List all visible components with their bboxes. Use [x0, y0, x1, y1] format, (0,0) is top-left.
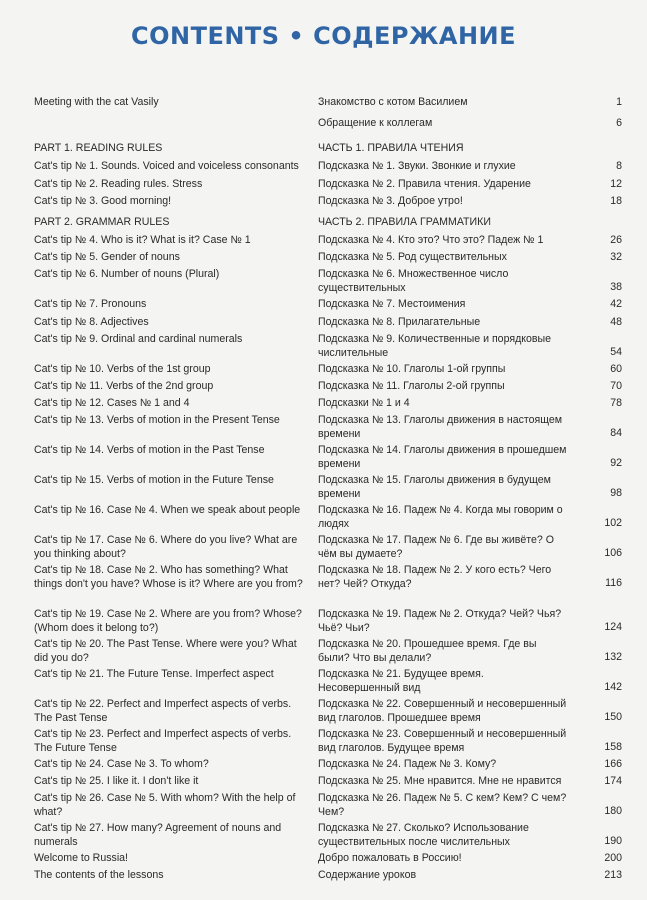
entry-english: Cat's tip № 7. Pronouns [34, 298, 147, 310]
entry-english: Cat's tip № 21. The Future Tense. Imperfect aspect [34, 668, 274, 680]
entry-page-number: 102 [604, 517, 622, 529]
entry-page-number: 158 [604, 741, 622, 753]
entry-russian: Обращение к коллегам [318, 117, 433, 129]
entry-russian: Подсказка № 21. Будущее время. Несовершенный вид [318, 668, 484, 694]
entry-page-number: 26 [610, 234, 622, 246]
entry-english: Cat's tip № 26. Case № 5. With whom? With the help of what? [34, 792, 296, 818]
entry-english: Cat's tip № 22. Perfect and Imperfect aspects of verbs. The Past Tense [34, 698, 292, 724]
entry-russian: Подсказка № 7. Местоимения [318, 298, 466, 310]
entry-russian: Подсказка № 15. Глаголы движения в будущем времени [318, 474, 551, 500]
entry-russian: Подсказка № 8. Прилагательные [318, 316, 481, 328]
entry-english: PART 1. READING RULES [34, 142, 163, 154]
entry-page-number: 200 [604, 852, 622, 864]
entry-page-number: 6 [616, 117, 622, 129]
entry-english: Cat's tip № 5. Gender of nouns [34, 251, 180, 263]
entry-russian: Знакомство с котом Василием [318, 96, 468, 108]
entry-russian: Подсказка № 2. Правила чтения. Ударение [318, 178, 531, 190]
entry-page-number: 180 [604, 805, 622, 817]
entry-russian: Подсказка № 26. Падеж № 5. С кем? Кем? С чем? Чем? [318, 792, 567, 818]
entry-page-number: 106 [604, 547, 622, 559]
entry-russian: Подсказка № 6. Множественное число существительных [318, 268, 509, 294]
entry-russian: Подсказка № 9. Количественные и порядковые числительные [318, 333, 552, 359]
entry-russian: Подсказка № 27. Сколько? Использование существительных после числительных [318, 822, 529, 848]
entry-russian: ЧАСТЬ 2. ПРАВИЛА ГРАММАТИКИ [318, 216, 491, 228]
entry-russian: Подсказка № 22. Совершенный и несовершенный вид глаголов. Прошедшее время [318, 698, 567, 724]
entry-page-number: 116 [605, 577, 622, 589]
entry-russian: Подсказка № 20. Прошедшее время. Где вы были? Что вы делали? [318, 638, 537, 664]
entry-english: Cat's tip № 17. Case № 6. Where do you live? What are you thinking about? [34, 534, 298, 560]
entry-english: Cat's tip № 14. Verbs of motion in the Past Tense [34, 444, 265, 456]
entry-russian: Подсказка № 3. Доброе утро! [318, 195, 463, 207]
entry-page-number: 142 [604, 681, 622, 693]
entry-page-number: 78 [610, 397, 622, 409]
entry-page-number: 166 [604, 758, 622, 770]
entry-russian: Подсказка № 18. Падеж № 2. У кого есть? Чего нет? Чей? Откуда? [318, 564, 552, 590]
entry-english: Cat's tip № 25. I like it. I don't like it [34, 775, 199, 787]
entry-page-number: 32 [610, 251, 622, 263]
entry-english: PART 2. GRAMMAR RULES [34, 216, 170, 228]
entry-page-number: 190 [604, 835, 622, 847]
entry-page-number: 84 [610, 427, 622, 439]
entry-page-number: 124 [604, 621, 622, 633]
entry-english: Cat's tip № 18. Case № 2. Who has something? What things don't you have? Whose is it? Where are you from? [34, 564, 303, 590]
entry-page-number: 42 [610, 298, 622, 310]
entry-english: Cat's tip № 9. Ordinal and cardinal numerals [34, 333, 243, 345]
entry-russian: ЧАСТЬ 1. ПРАВИЛА ЧТЕНИЯ [318, 142, 464, 154]
entry-english: Cat's tip № 12. Cases № 1 and 4 [34, 397, 190, 409]
entry-page-number: 18 [610, 195, 622, 207]
entry-page-number: 60 [610, 363, 622, 375]
entry-russian: Подсказка № 1. Звуки. Звонкие и глухие [318, 160, 516, 172]
entry-russian: Подсказка № 4. Кто это? Что это? Падеж № 1 [318, 234, 544, 246]
entry-russian: Подсказка № 25. Мне нравится. Мне не нравится [318, 775, 562, 787]
entry-page-number: 1 [616, 96, 622, 108]
entry-english: Cat's tip № 10. Verbs of the 1st group [34, 363, 211, 375]
entry-russian: Подсказка № 24. Падеж № 3. Кому? [318, 758, 497, 770]
entry-page-number: 54 [610, 346, 622, 358]
entry-english: Welcome to Russia! [34, 852, 129, 864]
entry-english: Cat's tip № 27. How many? Agreement of nouns and numerals [34, 822, 282, 848]
entry-page-number: 98 [610, 487, 622, 499]
entry-page-number: 70 [610, 380, 622, 392]
entry-english: Cat's tip № 8. Adjectives [34, 316, 149, 328]
entry-russian: Содержание уроков [318, 869, 417, 881]
entry-english: Cat's tip № 13. Verbs of motion in the Present Tense [34, 414, 280, 426]
entry-english: Cat's tip № 15. Verbs of motion in the Future Tense [34, 474, 274, 486]
entry-russian: Подсказки № 1 и 4 [318, 397, 410, 409]
entry-russian: Подсказка № 19. Падеж № 2. Откуда? Чей? Чья? Чьё? Чьи? [318, 608, 562, 634]
entry-english: Cat's tip № 2. Reading rules. Stress [34, 178, 203, 190]
entry-russian: Добро пожаловать в Россию! [318, 852, 462, 864]
entry-russian: Подсказка № 17. Падеж № 6. Где вы живёте? О чём вы думаете? [318, 534, 554, 560]
entry-page-number: 48 [610, 316, 622, 328]
entry-english: Cat's tip № 24. Case № 3. To whom? [34, 758, 209, 770]
entry-page-number: 8 [616, 160, 622, 172]
entry-english: Cat's tip № 6. Number of nouns (Plural) [34, 268, 220, 280]
entry-page-number: 174 [604, 775, 622, 787]
entry-russian: Подсказка № 16. Падеж № 4. Когда мы говорим о людях [318, 504, 563, 530]
entry-page-number: 12 [610, 178, 622, 190]
entry-russian: Подсказка № 5. Род существительных [318, 251, 507, 263]
entry-english: Cat's tip № 11. Verbs of the 2nd group [34, 380, 214, 392]
entry-russian: Подсказка № 11. Глаголы 2-ой группы [318, 380, 505, 392]
entry-page-number: 38 [610, 281, 622, 293]
entry-english: Cat's tip № 3. Good morning! [34, 195, 172, 207]
entry-russian: Подсказка № 23. Совершенный и несовершенный вид глаголов. Будущее время [318, 728, 567, 754]
entry-english: The contents of the lessons [34, 869, 164, 881]
entry-page-number: 92 [610, 457, 622, 469]
entry-english: Cat's tip № 4. Who is it? What is it? Case № 1 [34, 234, 251, 246]
entry-english: Cat's tip № 1. Sounds. Voiced and voiceless consonants [34, 160, 299, 172]
entry-english: Meeting with the cat Vasily [34, 96, 159, 108]
entry-english: Cat's tip № 23. Perfect and Imperfect aspects of verbs. The Future Tense [34, 728, 292, 754]
entry-russian: Подсказка № 13. Глаголы движения в настоящем времени [318, 414, 563, 440]
entry-english: Cat's tip № 16. Case № 4. When we speak about people [34, 504, 301, 516]
entry-page-number: 150 [604, 711, 622, 723]
page-title: CONTENTS • СОДЕРЖАНИЕ [130, 22, 517, 50]
entry-english: Cat's tip № 20. The Past Tense. Where were you? What did you do? [34, 638, 297, 664]
entry-english: Cat's tip № 19. Case № 2. Where are you from? Whose? (Whom does it belong to?) [34, 608, 302, 634]
entry-russian: Подсказка № 14. Глаголы движения в прошедшем времени [318, 444, 567, 470]
entry-page-number: 213 [604, 869, 622, 881]
entry-russian: Подсказка № 10. Глаголы 1-ой группы [318, 363, 506, 375]
entry-page-number: 132 [604, 651, 622, 663]
